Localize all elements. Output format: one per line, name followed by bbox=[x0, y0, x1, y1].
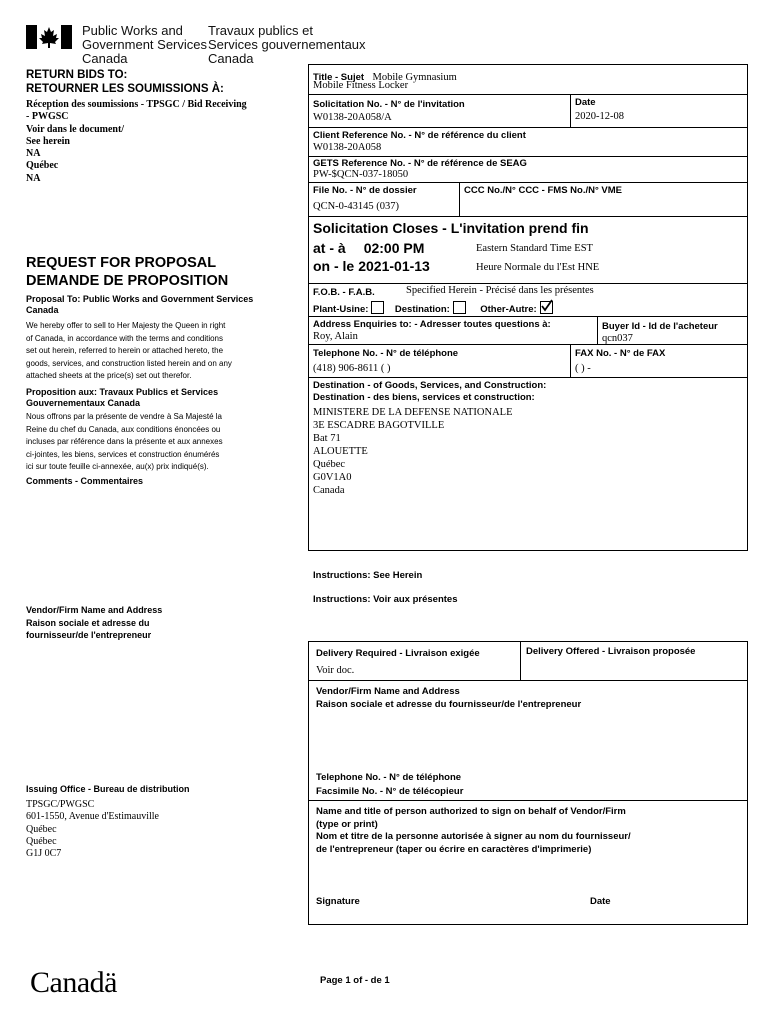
vendor-left-label: Vendor/Firm Name and Address Raison sociale et adresse du fournisseur/de l'entrepreneur bbox=[26, 605, 163, 640]
proposal-to-label: Proposal To: Public Works and Government Services Canada bbox=[26, 294, 254, 315]
solicitation-no-value: W0138-20A058/A bbox=[313, 112, 392, 123]
canada-wordmark: Canadä bbox=[30, 966, 117, 999]
delivery-required-label: Delivery Required - Livraison exigée bbox=[316, 648, 480, 659]
timezone-fr: Heure Normale du l'Est HNE bbox=[476, 262, 600, 273]
timezone-en: Eastern Standard Time EST bbox=[476, 243, 593, 254]
destination-label-fr: Destination - des biens, services et construction: bbox=[313, 392, 535, 403]
client-reference-value: W0138-20A058 bbox=[313, 142, 382, 153]
fob-options: Plant-Usine: Destination: Other-Autre: bbox=[313, 299, 553, 317]
return-bids-address: Réception des soumissions - TPSGC / Bid Receiving - PWGSC Voir dans le document/ See herein NA Québec NA bbox=[26, 99, 247, 184]
department-name-fr: Travaux publics et Services gouvernementaux Canada bbox=[208, 23, 366, 66]
vendor-fax-label: Facsimile No. - N° de télécopieur bbox=[316, 786, 464, 797]
closing-date: on - le 2021-01-13 bbox=[313, 258, 430, 274]
proposal-text-en: We hereby offer to sell to Her Majesty the Queen in right of Canada, in accordance with the terms and conditions set out herein, referred to herein or attached hereto, the goods, services, and construction listed herein and on any attached sheets at the price(s) set out therefor. bbox=[26, 321, 232, 380]
telephone-value: (418) 906-8611 ( ) bbox=[313, 363, 391, 374]
instructions-fr: Instructions: Voir aux présentes bbox=[313, 594, 458, 605]
file-no-value: QCN-0-43145 (037) bbox=[313, 201, 400, 212]
telephone-label: Telephone No. - N° de téléphone bbox=[313, 348, 459, 359]
document-title: REQUEST FOR PROPOSAL DEMANDE DE PROPOSITION bbox=[26, 255, 229, 289]
department-name-en: Public Works and Government Services Canada bbox=[82, 23, 207, 66]
proposition-label: Proposition aux: Travaux Publics et Services Gouvernementaux Canada bbox=[26, 387, 219, 408]
signature-label: Signature bbox=[316, 896, 360, 907]
destination-label-en: Destination - of Goods, Services, and Construction: bbox=[313, 380, 547, 391]
title-field: Title - Sujet Mobile Gymnasium bbox=[313, 72, 457, 83]
vendor-name-label-en: Vendor/Firm Name and Address bbox=[316, 686, 460, 697]
comments-label: Comments - Commentaires bbox=[26, 476, 144, 486]
authorized-person-label: Name and title of person authorized to sign on behalf of Vendor/Firm (type or print) Nom et titre de la personne autorisée à signer au nom du fournisseur/ de l'entrepreneur (taper ou écrire en caractères d'imprimerie) bbox=[316, 806, 631, 855]
plant-usine-checkbox[interactable] bbox=[371, 301, 384, 314]
vendor-phone-label: Telephone No. - N° de téléphone bbox=[316, 772, 462, 783]
address-enquiries-label: Address Enquiries to: - Adresser toutes questions à: bbox=[313, 319, 551, 330]
solicitation-closes-label: Solicitation Closes - L'invitation prend fin bbox=[313, 220, 589, 236]
issuing-office-label: Issuing Office - Bureau de distribution bbox=[26, 784, 190, 794]
other-autre-checkbox[interactable] bbox=[540, 301, 553, 314]
file-no-label: File No. - N° de dossier bbox=[313, 185, 417, 196]
gets-reference-label: GETS Reference No. - N° de référence de SEAG bbox=[313, 158, 527, 169]
delivery-offered-label: Delivery Offered - Livraison proposée bbox=[526, 646, 696, 657]
solicitation-no-label: Solicitation No. - N° de l'invitation bbox=[313, 99, 465, 110]
fax-label: FAX No. - N° de FAX bbox=[575, 348, 666, 359]
signature-date-label: Date bbox=[590, 896, 611, 907]
fob-value: Specified Herein - Précisé dans les présentes bbox=[406, 285, 594, 296]
client-reference-label: Client Reference No. - N° de référence du client bbox=[313, 130, 526, 141]
instructions-en: Instructions: See Herein bbox=[313, 570, 423, 581]
fax-value: ( ) - bbox=[575, 363, 591, 374]
destination-address: MINISTERE DE LA DEFENSE NATIONALE 3E ESCADRE BAGOTVILLE Bat 71 ALOUETTE Québec G0V1A0 Canada bbox=[313, 407, 513, 496]
buyer-id-label: Buyer Id - Id de l'acheteur bbox=[602, 321, 718, 332]
page-number: Page 1 of - de 1 bbox=[320, 975, 390, 986]
vendor-name-label-fr: Raison sociale et adresse du fournisseur/de l'entrepreneur bbox=[316, 699, 582, 710]
date-label: Date bbox=[575, 97, 596, 108]
buyer-id-value: qcn037 bbox=[602, 333, 633, 344]
fob-label: F.O.B. - F.A.B. bbox=[313, 287, 375, 298]
vendor-signature-box bbox=[308, 641, 748, 925]
canada-flag-icon bbox=[26, 25, 72, 49]
ccc-no-label: CCC No./N° CCC - FMS No./N° VME bbox=[464, 185, 623, 196]
closing-time: at - à 02:00 PM bbox=[313, 240, 425, 256]
proposal-text-fr: Nous offrons par la présente de vendre à Sa Majesté la Reine du chef du Canada, aux conditions énoncées ou incluses par référence dans la présente et aux annexes ci-jointes, les biens, services et construction énumérés ici sur toute feuille ci-annexée, au(x) prix indiqué(s). bbox=[26, 412, 223, 471]
address-enquiries-value: Roy, Alain bbox=[313, 331, 358, 342]
delivery-required-value: Voir doc. bbox=[316, 665, 355, 676]
destination-checkbox[interactable] bbox=[453, 301, 466, 314]
title-value-2: Mobile Fitness Locker bbox=[313, 80, 409, 91]
issuing-office-address: TPSGC/PWGSC 601-1550, Avenue d'Estimauville Québec Québec G1J 0C7 bbox=[26, 799, 159, 860]
return-bids-heading: RETURN BIDS TO: RETOURNER LES SOUMISSIONS À: bbox=[26, 69, 224, 95]
gets-reference-value: PW-$QCN-037-18050 bbox=[313, 169, 409, 180]
date-value: 2020-12-08 bbox=[575, 111, 624, 122]
checkmark-icon bbox=[540, 299, 554, 313]
